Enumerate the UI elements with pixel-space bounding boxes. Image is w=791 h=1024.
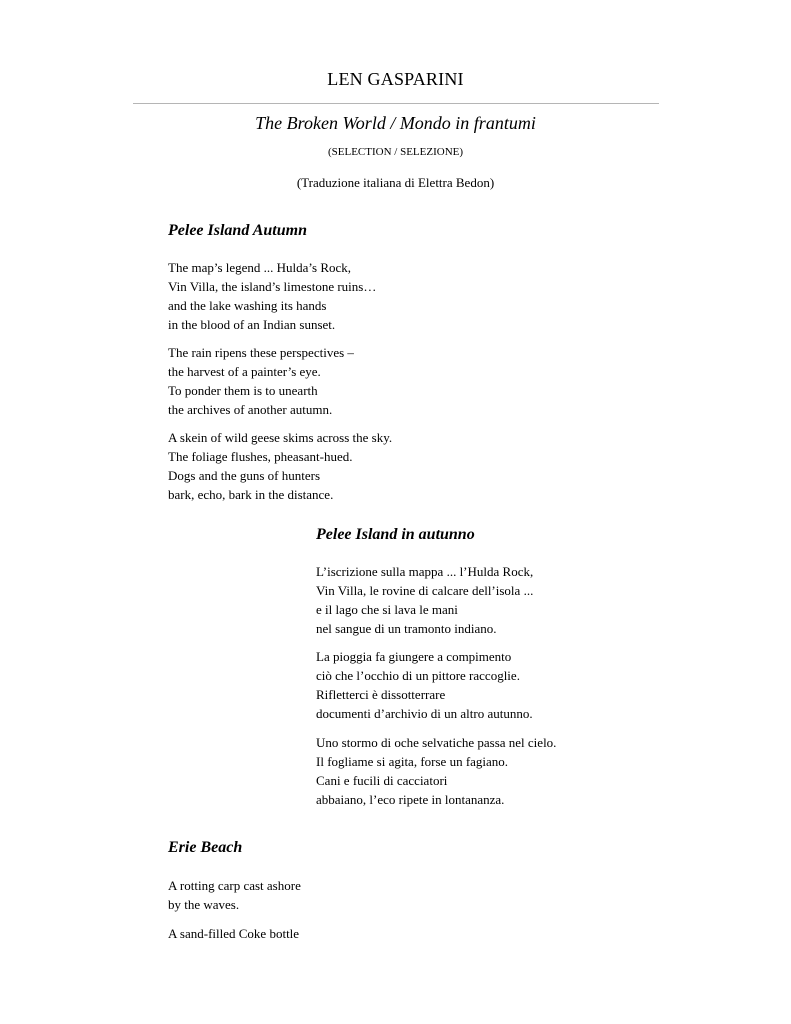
- poem-line: To ponder them is to unearth: [168, 383, 318, 398]
- poem-line: Il fogliame si agita, forse un fagiano.: [316, 754, 509, 769]
- translator-credit: (Traduzione italiana di Elettra Bedon): [296, 175, 495, 190]
- poem-line: documenti d’archivio di un altro autunno.: [316, 706, 533, 721]
- stanza: [168, 258, 376, 334]
- poem-line: Rifletterci è dissotterrare: [316, 687, 446, 702]
- poem-line: bark, echo, bark in the distance.: [168, 487, 334, 502]
- poem-line: The foliage flushes, pheasant-hued.: [168, 449, 353, 464]
- poem-line: La pioggia fa giungere a compimento: [316, 649, 512, 664]
- poem-line: A rotting carp cast ashore: [168, 878, 301, 893]
- poem-line: The map’s legend ... Hulda’s Rock,: [168, 260, 352, 275]
- stanza: [316, 647, 533, 723]
- stanza: [168, 876, 301, 914]
- poem-line: Vin Villa, the island’s limestone ruins…: [168, 279, 377, 294]
- poem-line: Vin Villa, le rovine di calcare dell’isola ...: [316, 583, 534, 598]
- poem-line: the harvest of a painter’s eye.: [168, 364, 321, 379]
- stanza: [168, 343, 354, 419]
- stanza: [168, 428, 392, 504]
- poem-line: in the blood of an Indian sunset.: [168, 317, 336, 332]
- poem-line: the archives of another autumn.: [168, 402, 333, 417]
- book-title: The Broken World / Mondo in frantumi: [255, 113, 536, 133]
- stanza: [168, 924, 299, 943]
- header-divider: [133, 103, 659, 104]
- poem-line: L’iscrizione sulla mappa ... l’Hulda Rock,: [316, 564, 534, 579]
- poem-title-pelee-island-in-autunno: Pelee Island in autunno: [316, 526, 475, 543]
- poem-title-erie-beach: Erie Beach: [168, 839, 243, 856]
- poem-line: Dogs and the guns of hunters: [168, 468, 321, 483]
- poem-title-pelee-island-autumn: Pelee Island Autumn: [168, 222, 307, 239]
- poem-line: A skein of wild geese skims across the sky.: [168, 430, 393, 445]
- poem-line: ciò che l’occhio di un pittore raccoglie.: [316, 668, 520, 683]
- poem-line: The rain ripens these perspectives –: [168, 345, 354, 360]
- poem-line: and the lake washing its hands: [168, 298, 327, 313]
- selection-note: (SELECTION / SELEZIONE): [327, 146, 464, 158]
- poem-line: abbaiano, l’eco ripete in lontananza.: [316, 792, 505, 807]
- poem-line: Uno stormo di oche selvatiche passa nel cielo.: [316, 735, 557, 750]
- author-name: LEN GASPARINI: [327, 69, 464, 89]
- poem-line: by the waves.: [168, 897, 240, 912]
- stanza: [316, 562, 533, 638]
- poem-line: nel sangue di un tramonto indiano.: [316, 621, 497, 636]
- poem-line: A sand-filled Coke bottle: [168, 926, 300, 941]
- poem-line: e il lago che si lava le mani: [316, 602, 458, 617]
- stanza: [316, 733, 556, 809]
- poem-line: Cani e fucili di cacciatori: [316, 773, 448, 788]
